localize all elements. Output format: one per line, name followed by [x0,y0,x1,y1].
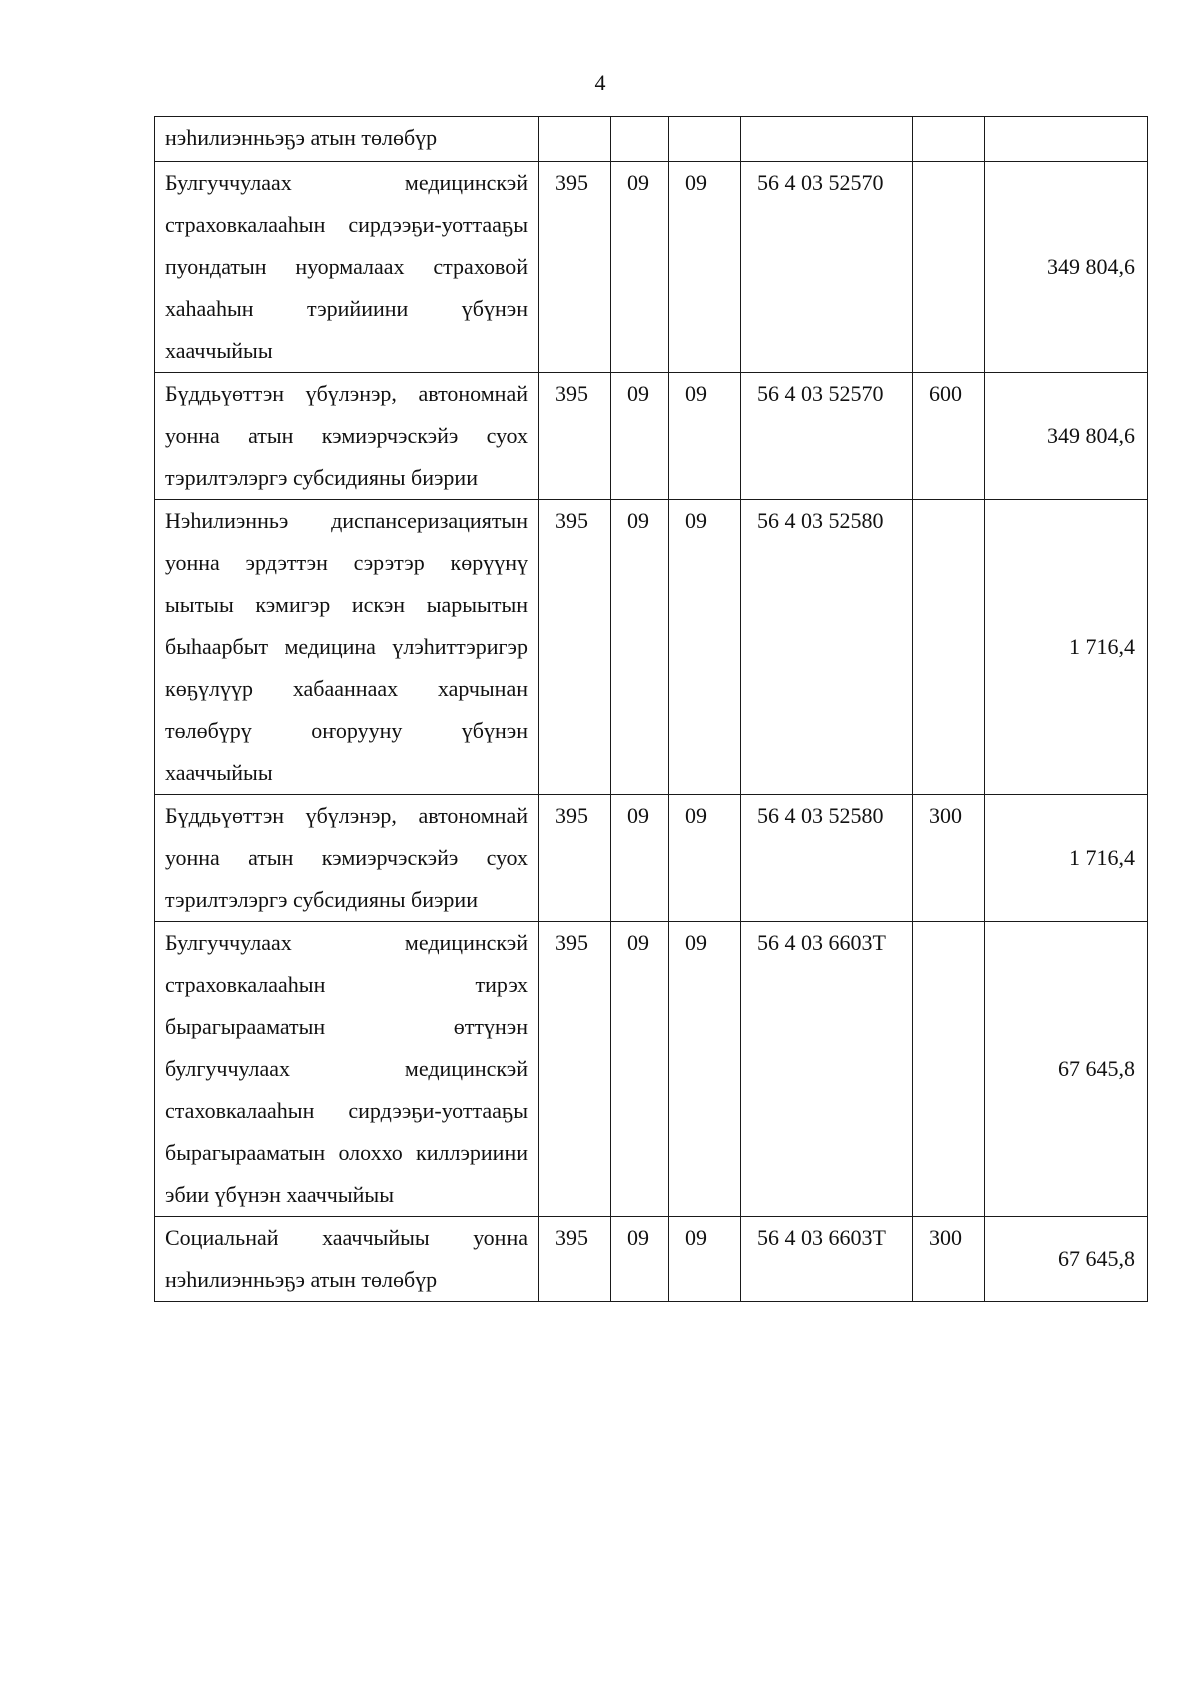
table-row [155,162,1148,373]
target-code: 56 4 03 6603Т [741,922,913,1217]
ministry-code: 395 [539,500,611,795]
table-row [155,922,1148,1217]
row-name: Социальнай хааччыйыы уонна нэһилиэнньэҕэ атын төлөбүр [155,1217,539,1302]
subsection-code: 09 [669,373,741,500]
ministry-code: 395 [539,162,611,373]
row-name: Нэһилиэнньэ диспансеризациятын уонна эрдэттэн сэрэтэр көрүүнү ыытыы кэмигэр искэн ыарыытын быһаарбыт медицина үлэһиттэригэр көҕүлүүр хабааннаах харчынан төлөбүрү оҥорууну үбүнэн хааччыйыы [155,500,539,795]
amount-cell: 349 804,6 [985,162,1148,373]
table-row [155,500,1148,795]
target-code: 56 4 03 52580 [741,500,913,795]
section-code: 09 [611,500,669,795]
row-name: Булгуччулаах медицинскэй страховкалааһын сирдээҕи-уоттааҕы пуондатын нуормалаах страховой хаһааһын тэрийиини үбүнэн хааччыйыы [155,162,539,373]
table-row [155,1217,1148,1302]
expense-type-code: 600 [913,373,985,500]
expense-type-code [913,500,985,795]
table-row [155,117,1148,162]
target-code: 56 4 03 6603Т [741,1217,913,1302]
section-code: 09 [611,922,669,1217]
subsection-code: 09 [669,162,741,373]
section-code: 09 [611,162,669,373]
section-code [611,117,669,162]
amount-cell: 349 804,6 [985,373,1148,500]
budget-table [154,116,1148,1302]
section-code: 09 [611,1217,669,1302]
amount-cell: 1 716,4 [985,500,1148,795]
subsection-code: 09 [669,922,741,1217]
subsection-code: 09 [669,795,741,922]
expense-type-code [913,922,985,1217]
expense-type-code: 300 [913,1217,985,1302]
table-row [155,795,1148,922]
expense-type-code [913,162,985,373]
ministry-code: 395 [539,373,611,500]
row-name: Бүддьүөттэн үбүлэнэр, автономнай уонна атын кэмиэрчэскэйэ суох тэрилтэлэргэ субсидияны биэрии [155,373,539,500]
target-code: 56 4 03 52570 [741,373,913,500]
row-name: нэһилиэнньэҕэ атын төлөбүр [155,117,539,162]
ministry-code: 395 [539,795,611,922]
table-row [155,373,1148,500]
row-name: Булгуччулаах медицинскэй страховкалааһын тирэх бырагырааматын өттүнэн булгуччулаах медицинскэй стаховкалааһын сирдээҕи-уоттааҕы бырагырааматын олоххо киллэриини эбии үбүнэн хааччыйыы [155,922,539,1217]
target-code: 56 4 03 52580 [741,795,913,922]
ministry-code [539,117,611,162]
page-number: 4 [594,70,606,95]
expense-type-code: 300 [913,795,985,922]
section-code: 09 [611,373,669,500]
target-code: 56 4 03 52570 [741,162,913,373]
amount-cell: 1 716,4 [985,795,1148,922]
row-name: Бүддьүөттэн үбүлэнэр, автономнай уонна атын кэмиэрчэскэйэ суох тэрилтэлэргэ субсидияны биэрии [155,795,539,922]
target-code [741,117,913,162]
expense-type-code [913,117,985,162]
subsection-code: 09 [669,1217,741,1302]
amount-cell: 67 645,8 [985,922,1148,1217]
subsection-code: 09 [669,500,741,795]
section-code: 09 [611,795,669,922]
amount-cell [985,117,1148,162]
amount-cell: 67 645,8 [985,1217,1148,1302]
subsection-code [669,117,741,162]
ministry-code: 395 [539,1217,611,1302]
ministry-code: 395 [539,922,611,1217]
